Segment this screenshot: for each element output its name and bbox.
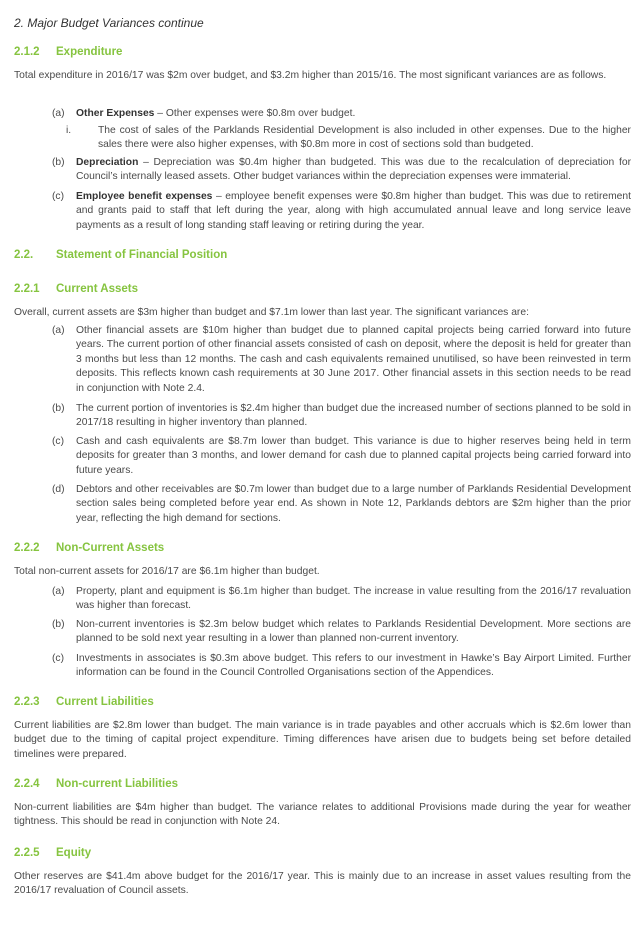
equity-text: Other reserves are $41.4m above budget for the 2016/17 year. This is mainly due to an increase in asset values resulting from the 2016/17 revaluation of Council assets. [14,871,631,897]
item-text: – Other expenses were $0.8m over budget. [154,108,356,119]
heading-number: 2.1.2 [14,46,40,58]
current-liabilities-text: Current liabilities are $2.8m lower than budget. The main variance is in trade payables and other accruals which is $2.6m lower than budget due to the timing of capital project expenditure. Timing differences have arisen due to budgets being set before detailed timelines were prepared. [14,720,631,760]
non-current-assets-item-a [52,585,631,614]
item-label: (b) [52,157,65,168]
heading-number: 2.2.4 [14,778,40,790]
heading-text: Expenditure [56,46,123,58]
item-bold-term: Depreciation [76,157,139,168]
item-label: (a) [52,325,65,336]
heading-text: Statement of Financial Position [56,249,228,261]
heading-text: Equity [56,847,92,859]
heading-number: 2.2.2 [14,542,40,554]
expenditure-subitem-i [66,124,631,153]
page-title: 2. Major Budget Variances continue [14,16,204,30]
heading-number: 2.2.3 [14,696,40,708]
expenditure-item-c [52,190,631,233]
item-text: Non-current inventories is $2.3m below budget which relates to Parklands Residential Development. More sections are planned to be sold next year resulting in a lower than planned non-current inventory. [76,619,631,645]
current-assets-item-c [52,435,631,478]
heading-text: Current Liabilities [56,696,154,708]
item-label: (c) [52,653,65,664]
heading-number: 2.2.5 [14,847,40,859]
item-text: The cost of sales of the Parklands Residential Development is also included in other expenses. Due to the higher sales there were also higher expenses, with $0.8m more in cost of sections sold than budgeted. [98,125,631,151]
heading-text: Non-current Liabilities [56,778,179,790]
current-assets-intro: Overall, current assets are $3m higher than budget and $7.1m lower than last year. The significant variances are: [14,307,529,318]
item-label: (d) [52,484,65,495]
item-label: (c) [52,191,65,202]
heading-text: Non-Current Assets [56,542,165,554]
item-bold-term: Employee benefit expenses [76,191,213,202]
item-text: – employee benefit expenses were $0.8m higher than budget. This was due to retirement and grants paid to staff that left during the year, along with high accumulated annual leave and long service leave payments as a result of long standing staff leaving or retiring during the year. [76,191,631,231]
item-text: – Depreciation was $0.4m higher than budgeted. This was due to the recalculation of depreciation for Council’s internally leased assets. Other budget variances within the depreciation expenses were immaterial. [76,157,631,183]
item-text: The current portion of inventories is $2.4m higher than budget due the increased number of sections planned to be sold in 2017/18 resulting in higher inventory than planned. [76,403,631,429]
current-assets-item-d [52,483,631,526]
item-text: Debtors and other receivables are $0.7m lower than budget due to a large number of Parklands Residential Development section sales being completed before year end. As shown in Note 12, Parklands debtors are $2m higher than the prior year, reflecting the high demand for sections. [76,484,631,524]
non-current-assets-intro: Total non-current assets for 2016/17 are $6.1m higher than budget. [14,566,320,577]
heading-number: 2.2.1 [14,283,40,295]
heading-non-current-liabilities [14,777,178,791]
expenditure-item-a [52,107,631,121]
item-label: (b) [52,619,65,630]
heading-expenditure [14,45,122,59]
heading-financial-position [14,248,227,262]
expenditure-intro: Total expenditure in 2016/17 was $2m over budget, and $3.2m higher than 2015/16. The most significant variances are as follows. [14,70,607,81]
current-assets-item-b [52,402,631,431]
item-text: Property, plant and equipment is $6.1m higher than budget. The increase in value resulting from the 2016/17 revaluation was higher than forecast. [76,586,631,612]
non-current-liabilities-text: Non-current liabilities are $4m higher than budget. The variance relates to additional Provisions made during the year for weather tightness. This should be read in conjunction with Note 24. [14,802,631,828]
item-label: (a) [52,586,65,597]
heading-non-current-assets [14,541,164,555]
non-current-assets-item-c [52,652,631,681]
item-bold-term: Other Expenses [76,108,155,119]
item-text: Investments in associates is $0.3m above budget. This refers to our investment in Hawke’s Bay Airport Limited. Further information can be found in the Council Controlled Organisations section of the Appendices. [76,653,631,679]
heading-number: 2.2. [14,249,34,261]
heading-text: Current Assets [56,283,139,295]
item-label: (a) [52,108,65,119]
heading-current-assets [14,282,138,296]
current-assets-item-a [52,324,631,396]
heading-current-liabilities [14,695,154,709]
item-text: Other financial assets are $10m higher than budget due to planned capital projects being carried forward into future years. The current portion of other financial assets consisted of cash on deposit, where the deposit is held for greater than 3 months but less than 12 months. The cash and cash equivalents remained unutilised, so have been reinvested in term deposits. This reflects known cash requirements at 30 June 2017. Other financial assets in this section needs to be read in conjunction with Note 2.4. [76,325,631,394]
expenditure-item-b [52,156,631,185]
item-label: i. [66,125,72,136]
item-label: (c) [52,436,65,447]
item-text: Cash and cash equivalents are $8.7m lower than budget. This variance is due to higher reserves being held in term deposits for greater than 3 months, and lower demand for cash due to planned capital projects being carried forward into future years. [76,436,631,476]
heading-equity [14,846,91,860]
item-label: (b) [52,403,65,414]
non-current-assets-item-b [52,618,631,647]
